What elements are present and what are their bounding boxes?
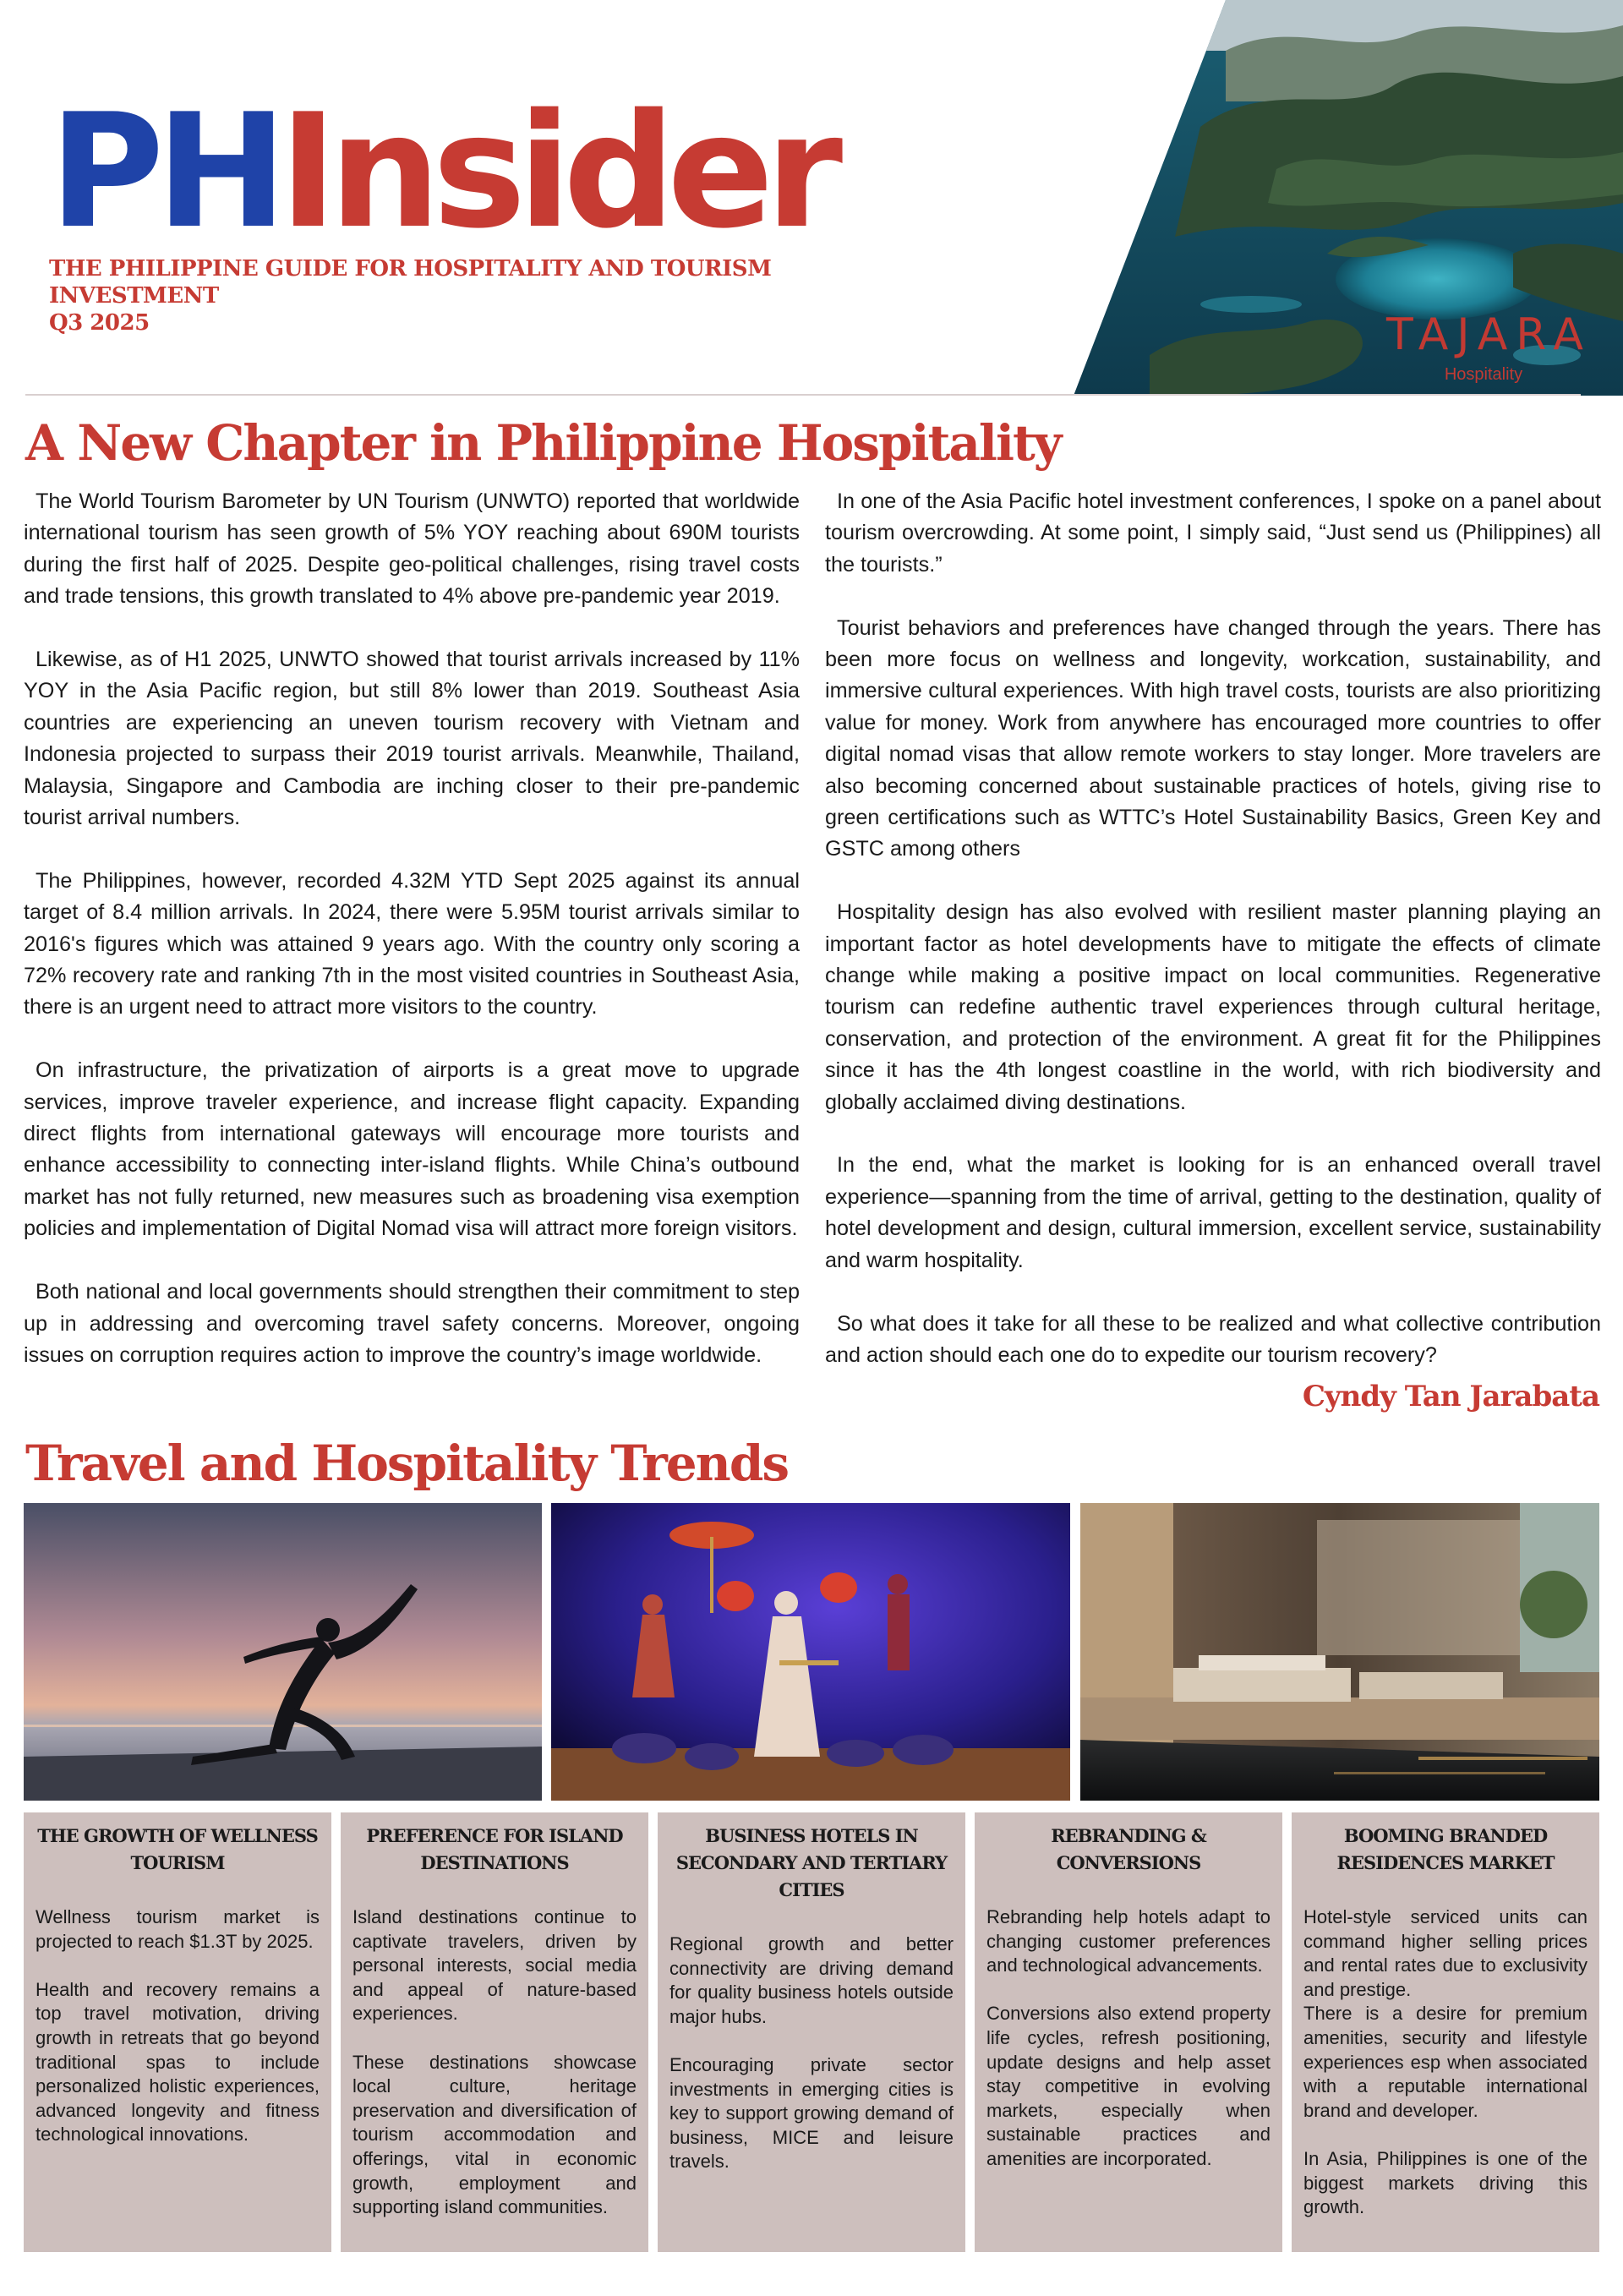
yoga-sunset-photo bbox=[24, 1503, 542, 1801]
article-left-column bbox=[24, 486, 800, 1403]
article-title: A New Chapter in Philippine Hospitality bbox=[25, 414, 1061, 472]
article-paragraph: So what does it take for all these to be realized and what collective contribution and action should each one do to expedite our tourism recovery? bbox=[825, 1311, 1601, 1367]
trend-card-text: These destinations showcase local culture, heritage preservation and diversification of tourism accommodation and offerings, vital in economic growth, employment and supporting island communities. bbox=[352, 2051, 637, 2218]
tagline-title: THE PHILIPPINE GUIDE FOR HOSPITALITY AND TOURISM INVESTMENT bbox=[49, 256, 772, 309]
trends-title: Travel and Hospitality Trends bbox=[25, 1435, 789, 1492]
trend-card-wellness bbox=[24, 1812, 331, 2252]
ph-insider-logo bbox=[49, 79, 835, 263]
trend-card-heading: BOOMING BRANDED RESIDENCES MARKET bbox=[1336, 1825, 1555, 1873]
trend-card-island bbox=[341, 1812, 648, 2252]
trend-card-text: Regional growth and better connectivity are driving demand for quality business hotels outside major hubs. bbox=[669, 1933, 954, 2027]
article-paragraph: Both national and local governments should strengthen their commitment to step up in addressing and overcoming travel safety concerns. Moreover, ongoing issues on corruption requires action to improve the country’s image worldwide. bbox=[24, 1280, 800, 1367]
trend-card-text: In Asia, Philippines is one of the biggest markets driving this growth. bbox=[1303, 2147, 1587, 2218]
author-signature: Cyndy Tan Jarabata bbox=[1302, 1380, 1599, 1413]
trend-card-heading: REBRANDING & CONVERSIONS bbox=[1051, 1825, 1206, 1873]
trend-card-branded-residences bbox=[1292, 1812, 1599, 2252]
brand-name: TAJARA bbox=[1386, 309, 1592, 360]
trend-card-text: Wellness tourism market is projected to reach $1.3T by 2025. bbox=[36, 1906, 320, 1952]
trend-card-text: Encouraging private sector investments in emerging cities is key to support growing demand of business, MICE and leisure travels. bbox=[669, 2053, 954, 2173]
trend-card-heading: PREFERENCE FOR ISLAND DESTINATIONS bbox=[366, 1825, 623, 1873]
tajara-brand-logo bbox=[1386, 309, 1592, 385]
tagline bbox=[49, 255, 945, 336]
article-right-column bbox=[825, 486, 1601, 1403]
trend-card-text: Conversions also extend property life cycles, refresh positioning, update designs and help asset stay competitive in evolving markets, especially when sustainable practices and amenities are incorporated. bbox=[986, 2003, 1271, 2169]
trend-card-text: Island destinations continue to captivate travelers, driven by personal interests, social media and appeal of nature-based experiences. bbox=[352, 1906, 637, 2025]
cultural-dance-photo bbox=[551, 1503, 1070, 1801]
article-paragraph: On infrastructure, the privatization of airports is a great move to upgrade services, improve traveler experience, and increase flight capacity. Expanding direct flights from international gateways will encourage more tourists and enhance accessibility to connecting inter-island flights. While China’s outbound market has not fully returned, new measures such as broadening visa exemption policies and implementation of Digital Nomad visa will attract more foreign visitors. bbox=[24, 1058, 800, 1241]
article-paragraph: Hospitality design has also evolved with resilient master planning playing an important factor as hotel developments have to mitigate the effects of climate change while making a positive impact on local communities. Regenerative tourism can redefine authentic travel experiences through cultural heritage, conservation, and protection of the environment. A great fit for the Philippines since it has the 4th longest coastline in the world, with rich biodiversity and globally acclaimed diving destinations. bbox=[825, 900, 1601, 1114]
trend-card-heading: BUSINESS HOTELS IN SECONDARY AND TERTIARY CITIES bbox=[675, 1825, 948, 1900]
header-divider bbox=[25, 394, 1581, 396]
trend-card-rebranding bbox=[975, 1812, 1282, 2252]
trend-card-business-hotels bbox=[658, 1812, 965, 2252]
logo-ph: PH bbox=[49, 79, 279, 263]
trend-card-text: Health and recovery remains a top travel motivation, driving growth in retreats that go beyond traditional spas to include personalized holistic experiences, advanced longevity and fitness technological innovations. bbox=[36, 1978, 320, 2146]
tagline-issue: Q3 2025 bbox=[49, 310, 150, 336]
article-paragraph: Tourist behaviors and preferences have changed through the years. There has been more focus on wellness and longevity, workcation, sustainability, and immersive cultural experiences. With high travel costs, tourists are also prioritizing value for money. Work from anywhere has encouraged more countries to offer digital nomad visas that allow remote workers to stay longer. More travelers are also becoming concerned about sustainable practices of hotels, giving rise to green certifications such as WTTC’s Hotel Sustainability Basics, Green Key and GSTC among others bbox=[825, 615, 1601, 861]
brand-subtitle: Hospitality bbox=[1444, 365, 1523, 384]
article-paragraph: Likewise, as of H1 2025, UNWTO showed that tourist arrivals increased by 11% YOY in the Asia Pacific region, but still 8% lower than 2019. Southeast Asia countries are experiencing an uneven tourism recovery with Vietnam and Indonesia projected to surpass their 2019 tourist arrivals. Meanwhile, Thailand, Malaysia, Singapore and Cambodia are inching closer to their pre-pandemic tourist arrival numbers. bbox=[24, 648, 800, 830]
article-paragraph: In one of the Asia Pacific hotel investment conferences, I spoke on a panel about tourism overcrowding. At some point, I simply said, “Just send us (Philippines) all the tourists.” bbox=[825, 489, 1601, 577]
hotel-lounge-photo bbox=[1080, 1503, 1599, 1801]
trend-card-heading: THE GROWTH OF WELLNESS TOURISM bbox=[37, 1825, 318, 1873]
article-paragraph: The Philippines, however, recorded 4.32M YTD Sept 2025 against its annual target of 8.4 million arrivals. In 2024, there were 5.95M tourist arrivals similar to 2016's figures which was attained 9 years ago. With the country only scoring a 72% recovery rate and ranking 7th in the most visited countries in Southeast Asia, there is an urgent need to attract more visitors to the country. bbox=[24, 868, 800, 1020]
trend-card-text: Hotel-style serviced units can command higher selling prices and rental rates due to exclusivity and prestige. There is a desire for premium amenities, security and lifestyle experiences esp when associated with a reputable international brand and developer. bbox=[1303, 1906, 1587, 2121]
logo-insider: Insider bbox=[279, 79, 835, 263]
article-paragraph: In the end, what the market is looking for is an enhanced overall travel experience—spanning from the time of arrival, getting to the destination, quality of hotel development and design, cultural immersion, excellent service, sustainability and warm hospitality. bbox=[825, 1153, 1601, 1272]
article-paragraph: The World Tourism Barometer by UN Tourism (UNWTO) reported that worldwide international tourism has seen growth of 5% YOY reaching about 690M tourists during the first half of 2025. Despite geo-political challenges, rising travel costs and trade tensions, this growth translated to 4% above pre-pandemic year 2019. bbox=[24, 489, 800, 609]
trend-card-text: Rebranding help hotels adapt to changing customer preferences and technological advancements. bbox=[986, 1906, 1271, 1976]
